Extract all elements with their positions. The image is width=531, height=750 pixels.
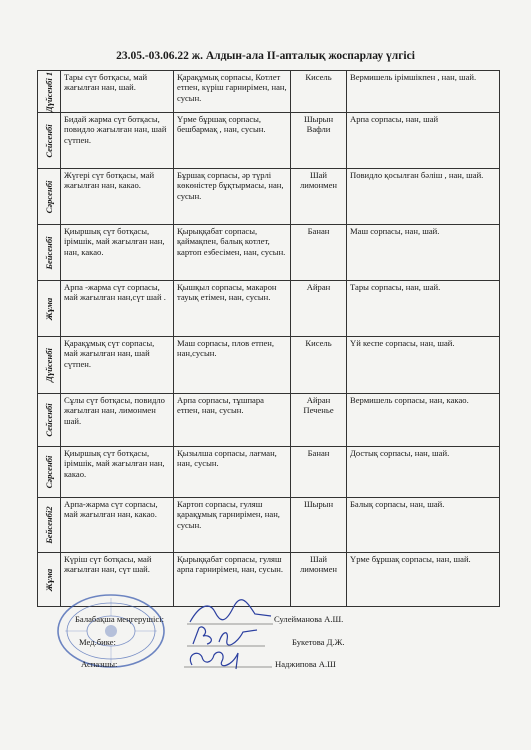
day-cell (38, 225, 61, 281)
snack-cell: Айран Печенье (291, 394, 347, 447)
table-row (38, 225, 500, 281)
manager-name: Сулейманова А.Ш. (274, 614, 344, 624)
day-cell (38, 113, 61, 169)
table-row (38, 169, 500, 225)
day-cell (38, 447, 61, 498)
table-row (38, 394, 500, 447)
manager-label: Балабақша меңгерушісі: (75, 614, 165, 624)
lunch-cell: Маш сорпасы, плов етпен, нан,сусын. (174, 337, 291, 394)
table-row (38, 281, 500, 337)
lunch-cell: Үрме бұршақ сорпасы, бешбармақ , нан, сусын. (174, 113, 291, 169)
meal-plan-table (37, 70, 500, 607)
breakfast-cell: Жүгері сүт ботқасы, май жағылған нан, какао. (61, 169, 174, 225)
breakfast-cell: Арпа -жарма сүт сорпасы, май жағылған нан,сүт шай . (61, 281, 174, 337)
table-row (38, 498, 500, 553)
day-label: Сейсенбі (43, 403, 54, 437)
lunch-cell: Қышқыл сорпасы, макарон тауық етімен, нан, сусын. (174, 281, 291, 337)
snack-cell: Кисель (291, 71, 347, 113)
breakfast-cell: Арпа-жарма сүт сорпасы, май жағылған нан, какао. (61, 498, 174, 553)
dinner-cell: Вермишель ірімшікпен , нан, шай. (347, 71, 500, 113)
lunch-cell: Бұршақ сорпасы, әр түрлі көкөністер бұқтырмасы, нан, сусын. (174, 169, 291, 225)
breakfast-cell: Сұлы сүт ботқасы, повидло жағылған нан, лимонмен шай. (61, 394, 174, 447)
day-cell (38, 169, 61, 225)
snack-cell: Шай лимонмен (291, 553, 347, 607)
dinner-cell: Вермишель сорпасы, нан, какао. (347, 394, 500, 447)
day-cell (38, 281, 61, 337)
snack-cell: Кисель (291, 337, 347, 394)
dinner-cell: Достық сорпасы, нан, шай. (347, 447, 500, 498)
nurse-name: Букетова Д.Ж. (292, 637, 345, 647)
dinner-cell: Балық сорпасы, нан, шай. (347, 498, 500, 553)
lunch-cell: Арпа сорпасы, тұшпара етпен, нан, сусын. (174, 394, 291, 447)
day-label: Жұма (43, 568, 54, 591)
day-label: Сәрсенбі (43, 180, 54, 213)
lunch-cell: Қырыққабат сорпасы, қаймақпен, балық котлет, картоп езбесімен, нан, сусын. (174, 225, 291, 281)
nurse-label: Мед.бике: (79, 637, 116, 647)
document-title: 23.05.-03.06.22 ж. Алдын-ала ІІ-апталық жоспарлау үлгісі (116, 50, 415, 62)
day-cell (38, 337, 61, 394)
day-cell (38, 71, 61, 113)
day-label: Сәрсенбі (43, 455, 54, 489)
cook-label: Аспазшы: (81, 659, 118, 669)
table-row (38, 113, 500, 169)
day-label: Жұма (43, 297, 54, 320)
snack-cell: Айран (291, 281, 347, 337)
dinner-cell: Үй кеспе сорпасы, нан, шай. (347, 337, 500, 394)
day-label: Бейсенбі (43, 235, 54, 270)
day-cell (38, 394, 61, 447)
breakfast-cell: Қиыршық сүт ботқасы, ірімшік, май жағылған нан, нан, какао. (61, 225, 174, 281)
cook-signature (182, 645, 272, 671)
lunch-cell: Қарақұмық сорпасы, Котлет етпен, күріш гарнирімен, нан, сусын. (174, 71, 291, 113)
cook-name: Наджипова А.Ш (275, 659, 336, 669)
lunch-cell: Қырыққабат сорпасы, гуляш арпа гарнирімен, нан, сусын. (174, 553, 291, 607)
day-label: Дүйсенбі (43, 348, 54, 382)
table-row (38, 337, 500, 394)
dinner-cell: Арпа сорпасы, нан, шай (347, 113, 500, 169)
dinner-cell: Тары сорпасы, нан, шай. (347, 281, 500, 337)
snack-cell: Банан (291, 447, 347, 498)
lunch-cell: Картоп сорпасы, гуляш қарақұмық гарнирімен, нан, сусын. (174, 498, 291, 553)
day-cell (38, 498, 61, 553)
lunch-cell: Қызылша сорпасы, лағман, нан, сусын. (174, 447, 291, 498)
snack-cell: Шай лимонмен (291, 169, 347, 225)
snack-cell: Банан (291, 225, 347, 281)
snack-cell: Шырын (291, 498, 347, 553)
dinner-cell: Маш сорпасы, нан, шай. (347, 225, 500, 281)
table-row (38, 71, 500, 113)
day-label: Дүйсенбі 1 (43, 71, 54, 112)
breakfast-cell: Күріш сүт ботқасы, май жағылған нан, сүт шай. (61, 553, 174, 607)
breakfast-cell: Қиыршық сүт ботқасы, ірімшік, май жағылған нан, какао. (61, 447, 174, 498)
breakfast-cell: Тары сүт ботқасы, май жағылған нан, шай. (61, 71, 174, 113)
snack-cell: Шырын Вафли (291, 113, 347, 169)
day-label: Сейсенбі (43, 123, 54, 158)
breakfast-cell: Қарақұмық сүт сорпасы, май жағылған нан, шай сүтпен. (61, 337, 174, 394)
day-label: Бейсенбі2 (43, 506, 54, 544)
table-row (38, 447, 500, 498)
breakfast-cell: Бидай жарма сүт ботқасы, повидло жағылған нан, шай сүтпен. (61, 113, 174, 169)
dinner-cell: Повидло қосылған бәліш , нан, шай. (347, 169, 500, 225)
dinner-cell: Үрме бұршақ сорпасы, нан, шай. (347, 553, 500, 607)
